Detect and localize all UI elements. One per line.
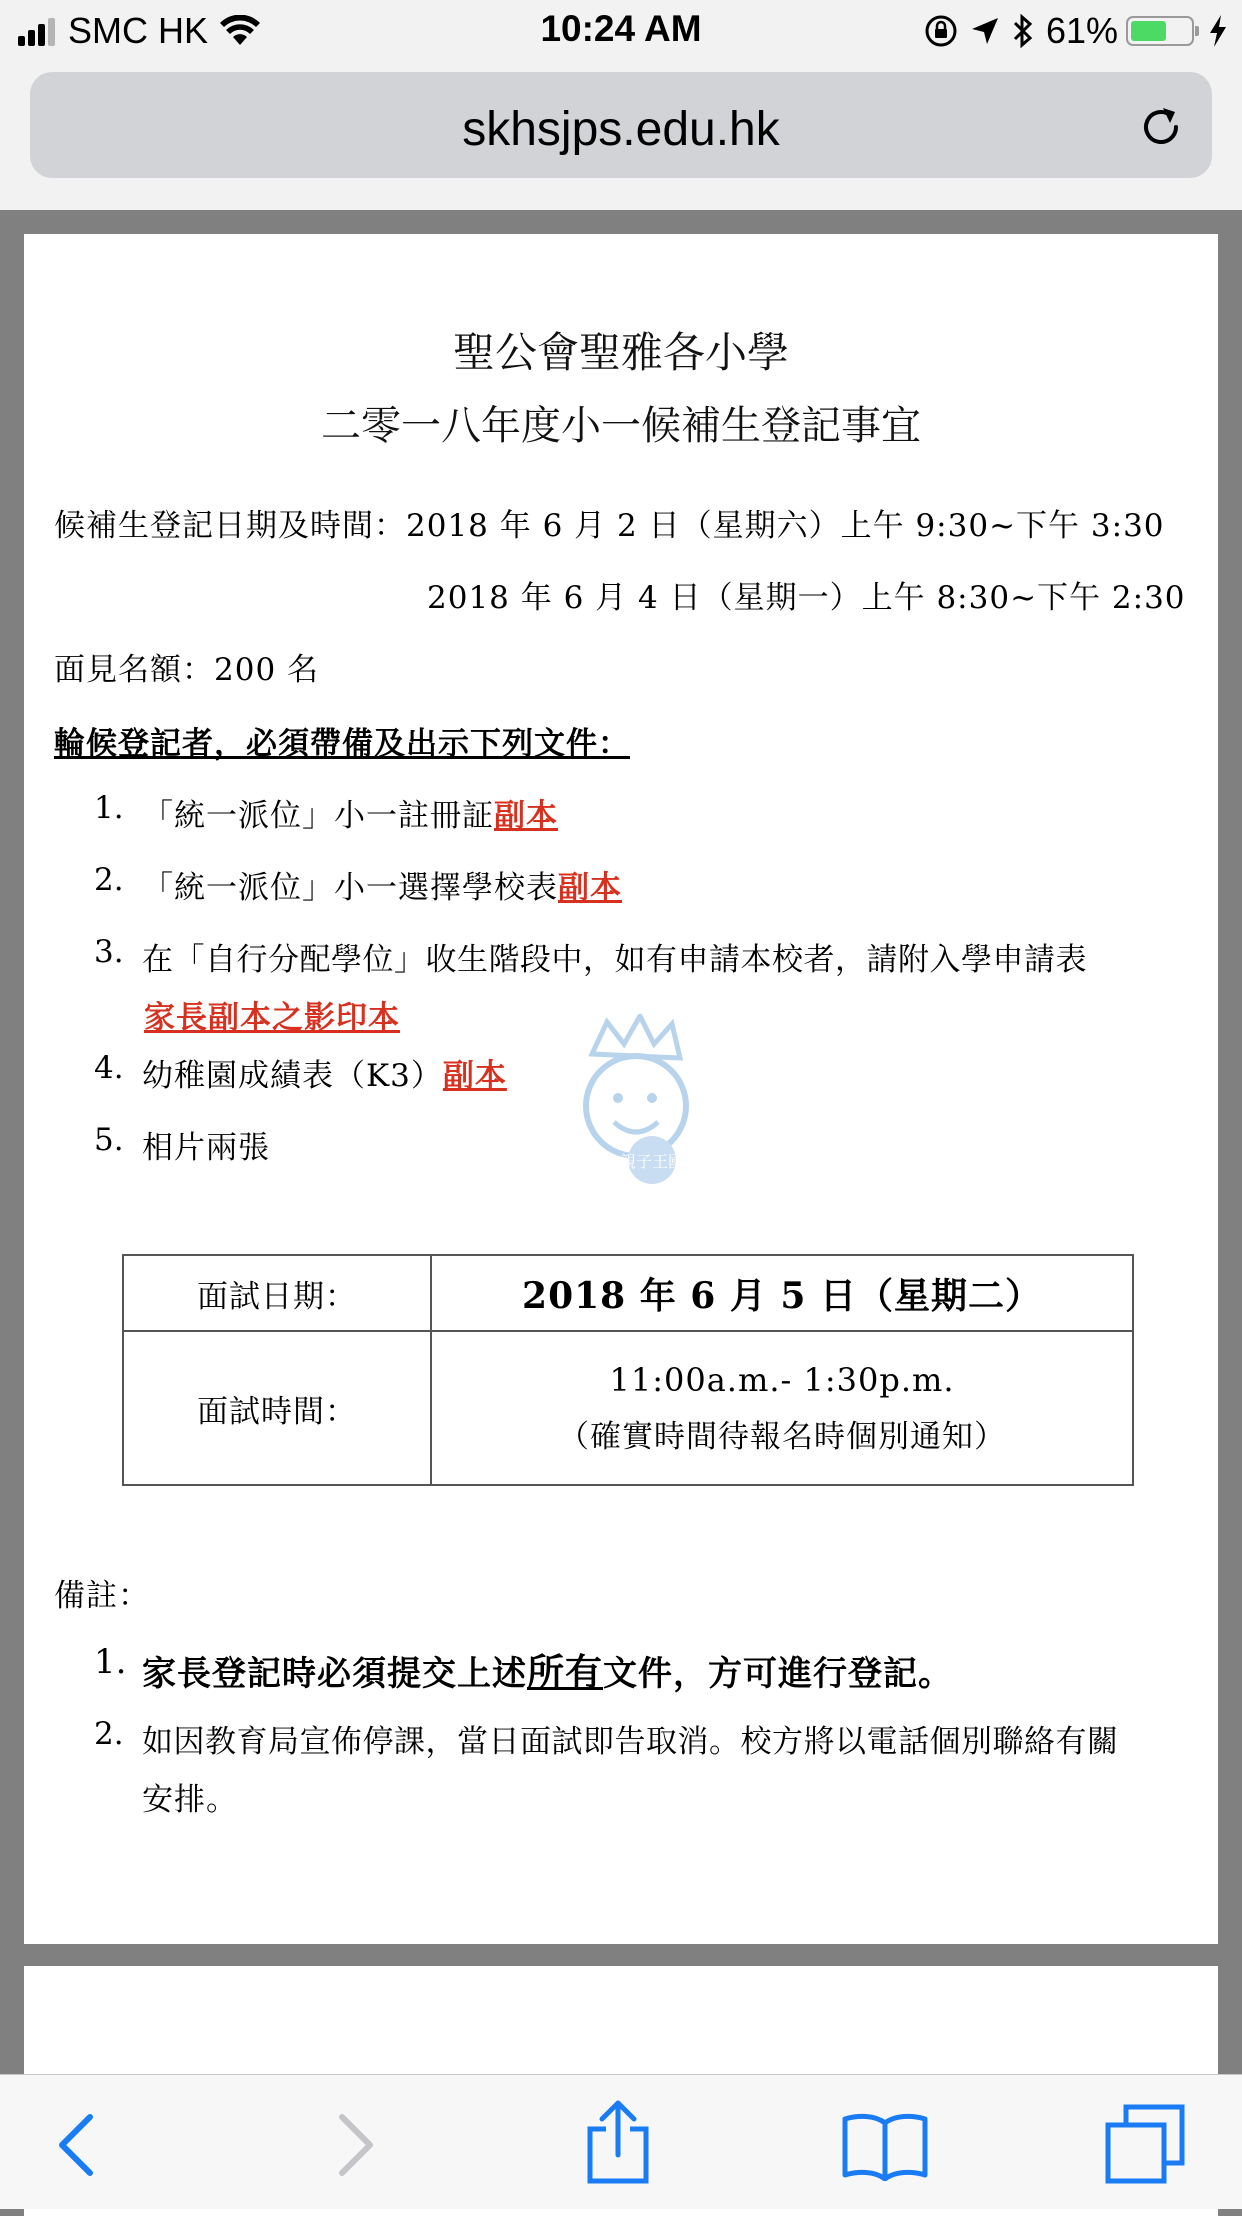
interview-time-label: 面試時間： bbox=[123, 1331, 431, 1485]
battery-icon bbox=[1126, 16, 1194, 46]
document-title: 二零一八年度小一候補生登記事宜 bbox=[321, 403, 921, 449]
list-item-highlight: 副本 bbox=[442, 1058, 507, 1094]
interview-table bbox=[122, 1254, 1134, 1486]
browser-toolbar bbox=[0, 2074, 1242, 2209]
interview-date-text: 2018 年 6 月 5 日（星期二） bbox=[522, 1274, 1042, 1317]
interview-quota: 面見名額：200 名 bbox=[54, 652, 320, 688]
remarks-label: 備註： bbox=[54, 1578, 150, 1614]
registration-date-2: 2018 年 6 月 4 日（星期一）上午 8:30~下午 2:30 bbox=[427, 580, 1186, 616]
battery-percentage: 61% bbox=[1045, 10, 1118, 51]
required-documents-heading: 輪候登記者，必須帶備及出示下列文件： bbox=[54, 726, 630, 762]
list-item-highlight: 副本 bbox=[558, 870, 622, 906]
interview-time-note: （確實時間待報名時個別通知） bbox=[558, 1418, 1006, 1455]
remark-number: 1. bbox=[94, 1642, 127, 1682]
forward-button[interactable] bbox=[314, 2109, 394, 2181]
wifi-icon bbox=[220, 15, 260, 47]
remark-number: 2. bbox=[94, 1716, 124, 1752]
remark-emphasis: 所有 bbox=[527, 1650, 603, 1694]
remark-text-end: 文件，方可進行登記。 bbox=[603, 1654, 953, 1694]
document-page bbox=[24, 234, 1218, 1944]
remark-text-continued: 安排。 bbox=[142, 1782, 238, 1818]
back-button[interactable] bbox=[38, 2109, 118, 2181]
list-item-text: 「統一派位」小一選擇學校表 bbox=[142, 870, 558, 906]
list-item-number: 4. bbox=[94, 1050, 124, 1086]
list-item bbox=[142, 862, 622, 907]
share-icon[interactable] bbox=[578, 2099, 658, 2185]
bookmarks-icon[interactable] bbox=[840, 2109, 930, 2181]
list-item-text: 「統一派位」小一註冊証 bbox=[142, 798, 494, 834]
interview-time-text: 11:00a.m.- 1:30p.m. bbox=[609, 1360, 955, 1399]
list-item-number: 1. bbox=[94, 790, 124, 826]
back-arrow-icon[interactable] bbox=[38, 2109, 118, 2181]
url-text[interactable]: skhsjps.edu.hk bbox=[462, 103, 780, 156]
registration-date-1-value: 2018 年 6 月 2 日（星期六）上午 9:30~下午 3:30 bbox=[406, 508, 1165, 544]
list-item-highlight-text: 家長副本之影印本 bbox=[144, 1000, 400, 1036]
status-bar bbox=[0, 0, 1242, 62]
list-item-text: 相片兩張 bbox=[142, 1130, 270, 1166]
list-item bbox=[142, 790, 558, 835]
watermark-text: 親子王國 bbox=[619, 1152, 685, 1171]
status-time: 10:24 AM bbox=[540, 8, 702, 49]
charging-bolt-icon bbox=[1208, 14, 1228, 48]
list-item-number: 2. bbox=[94, 862, 124, 898]
orientation-lock-icon bbox=[924, 14, 958, 48]
bookmarks-button[interactable] bbox=[840, 2109, 930, 2181]
location-arrow-icon bbox=[970, 16, 1000, 46]
tabs-button[interactable] bbox=[1104, 2103, 1186, 2185]
cellular-signal-icon bbox=[18, 16, 58, 46]
list-item-text: 在「自行分配學位」收生階段中，如有申請本校者，請附入學申請表 bbox=[142, 942, 1087, 978]
address-bar[interactable] bbox=[30, 72, 1212, 178]
interview-time-value bbox=[431, 1331, 1133, 1485]
table-row bbox=[123, 1255, 1133, 1331]
list-item-number: 5. bbox=[94, 1122, 124, 1158]
remark-text: 家長登記時必須提交上述 bbox=[142, 1654, 527, 1694]
school-name: 聖公會聖雅各小學 bbox=[452, 328, 789, 377]
carrier-name: SMC HK bbox=[68, 10, 209, 51]
list-item-highlight: 副本 bbox=[494, 798, 558, 834]
list-item-text: 幼稚園成績表（K3） bbox=[142, 1058, 443, 1094]
share-button[interactable] bbox=[578, 2099, 658, 2185]
browser-navigation-area bbox=[0, 62, 1242, 210]
list-item-number: 3. bbox=[94, 934, 124, 970]
table-row bbox=[123, 1331, 1133, 1485]
registration-date-1 bbox=[54, 500, 1165, 545]
reload-icon[interactable] bbox=[1136, 102, 1186, 152]
list-item bbox=[142, 1050, 507, 1095]
watermark-logo bbox=[552, 1014, 712, 1214]
interview-date-value bbox=[431, 1255, 1133, 1331]
bluetooth-icon bbox=[1012, 14, 1034, 48]
tabs-icon[interactable] bbox=[1104, 2103, 1186, 2185]
remark-text: 如因教育局宣佈停課，當日面試即告取消。校方將以電話個別聯絡有關 bbox=[142, 1724, 1119, 1760]
remark-item bbox=[142, 1642, 953, 1696]
forward-arrow-icon[interactable] bbox=[314, 2109, 394, 2181]
registration-label: 候補生登記日期及時間： bbox=[54, 508, 406, 544]
list-item-highlight bbox=[144, 992, 400, 1037]
interview-date-label: 面試日期： bbox=[123, 1255, 431, 1331]
